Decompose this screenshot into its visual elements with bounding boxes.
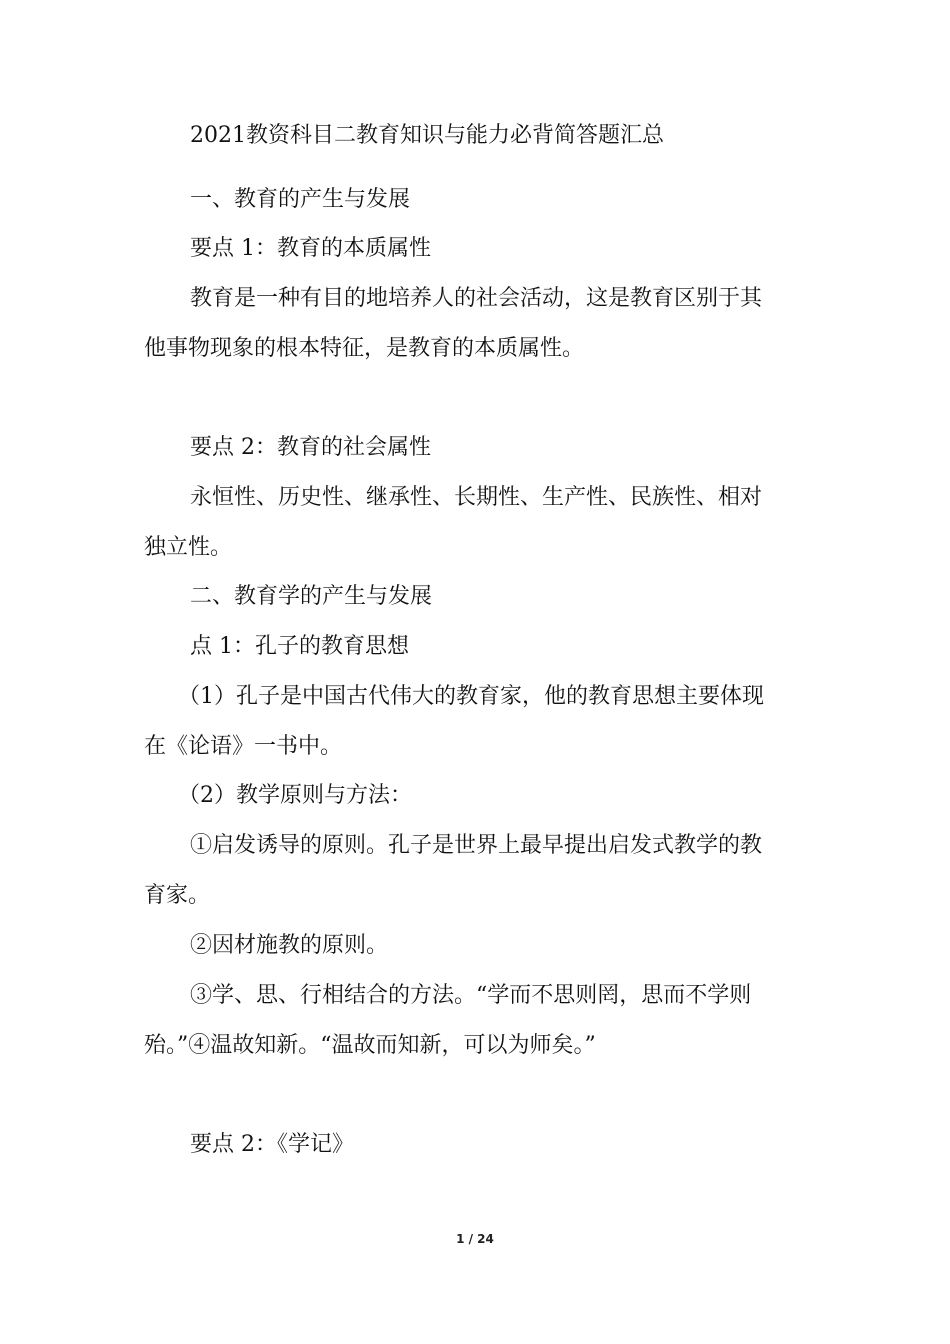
section-heading: 二、教育学的产生与发展 — [190, 584, 433, 609]
paragraph-line: ①启发诱导的原则。孔子是世界上最早提出启发式教学的教 — [190, 833, 763, 858]
paragraph-line: 他事物现象的根本特征，是教育的本质属性。 — [144, 336, 585, 361]
subheading: 点 1：孔子的教育思想 — [190, 634, 409, 659]
paragraph-line: 永恒性、历史性、继承性、长期性、生产性、民族性、相对 — [190, 485, 763, 510]
document-title: 2021教资科目二教育知识与能力必背简答题汇总 — [190, 123, 664, 148]
paragraph-line: 育家。 — [144, 883, 211, 908]
paragraph-line: 独立性。 — [144, 535, 233, 560]
paragraph-line: （2）教学原则与方法： — [178, 783, 412, 808]
page-indicator: 1 / 24 — [456, 1232, 494, 1246]
section-heading: 一、教育的产生与发展 — [190, 187, 411, 212]
subheading: 要点 1：教育的本质属性 — [190, 236, 431, 261]
subheading: 要点 2：《学记》 — [190, 1132, 354, 1157]
paragraph-line: ③学、思、行相结合的方法。“学而不思则罔，思而不学则 — [190, 983, 752, 1008]
paragraph-line: （1）孔子是中国古代伟大的教育家，他的教育思想主要体现 — [178, 684, 764, 709]
paragraph-line: ②因材施教的原则。 — [190, 933, 389, 958]
subheading: 要点 2：教育的社会属性 — [190, 435, 431, 460]
paragraph-line: 在《论语》一书中。 — [144, 734, 343, 759]
paragraph-line: 殆。”④温故知新。“温故而知新，可以为师矣。” — [144, 1033, 596, 1058]
paragraph-line: 教育是一种有目的地培养人的社会活动，这是教育区别于其 — [190, 286, 763, 311]
